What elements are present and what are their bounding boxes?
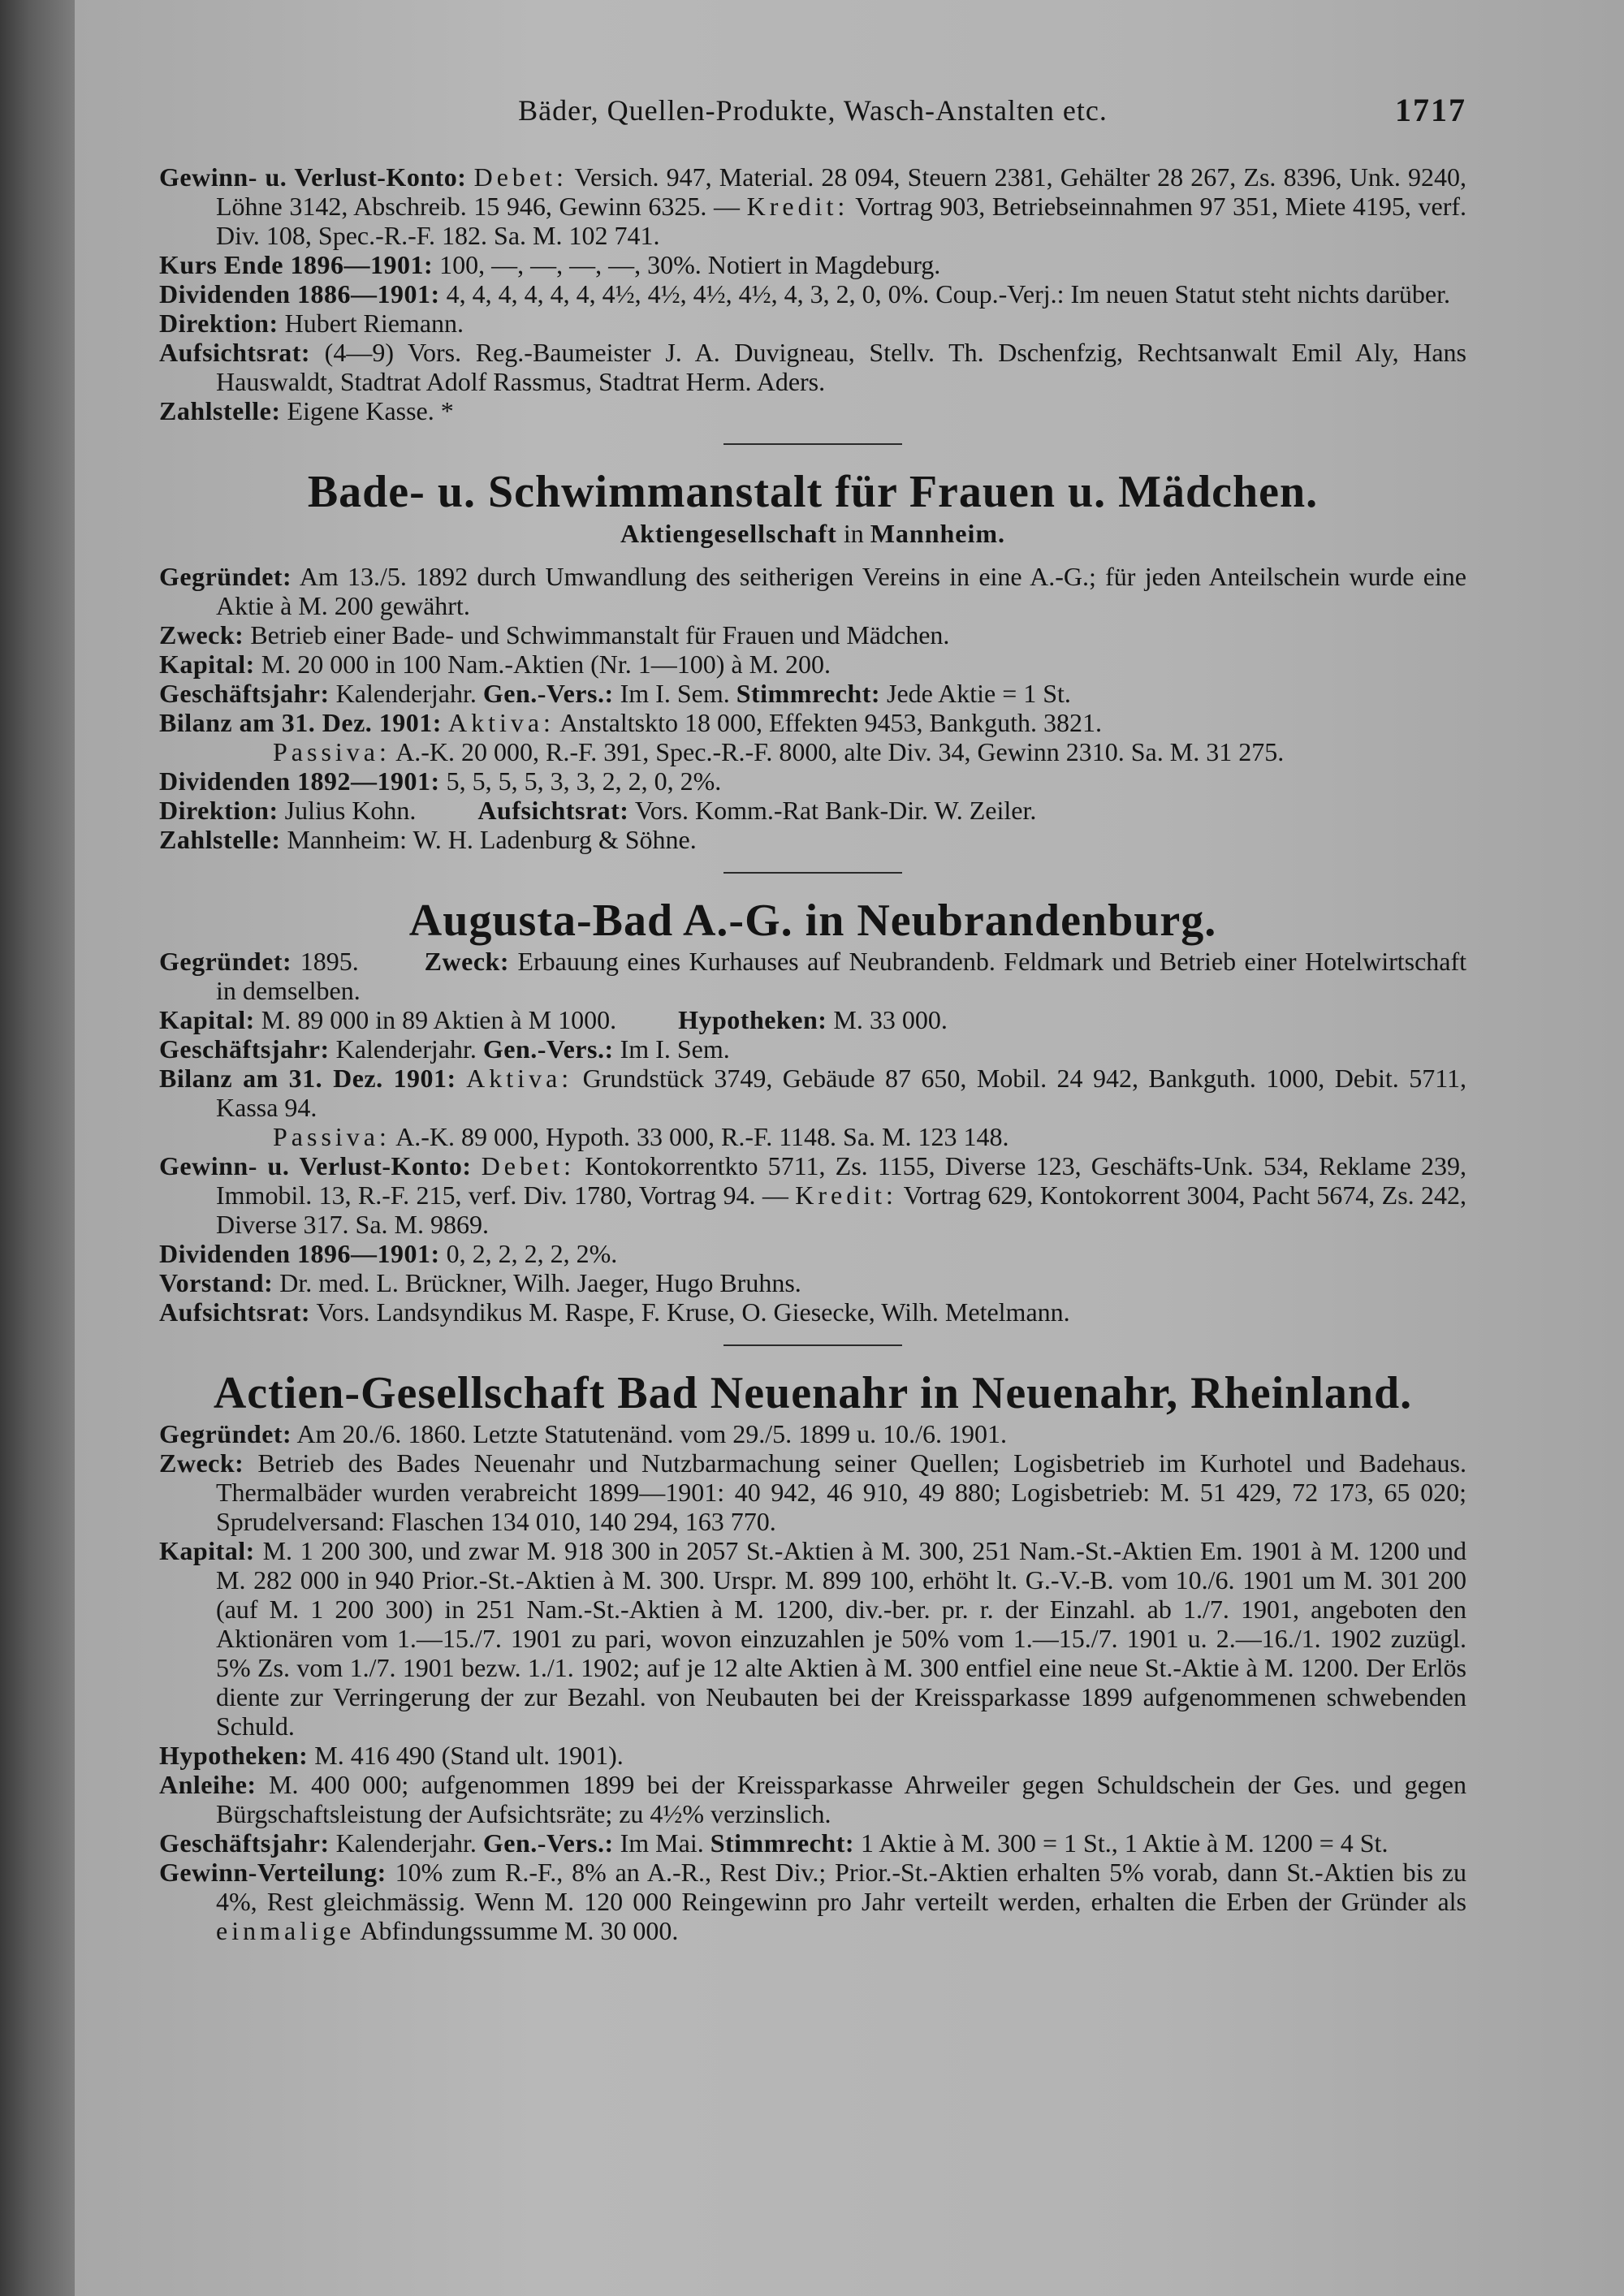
section-divider (723, 443, 902, 445)
entry-previous-continuation (159, 162, 1466, 425)
passiva: Passiva: A.-K. 20 000, R.-F. 391, Spec.-R.-F. 8000, alte Div. 34, Gewinn 2310. Sa. M. 31 275. (273, 737, 1285, 766)
anleihe: Anleihe: M. 400 000; aufgenommen 1899 bei der Kreissparkasse Ahrweiler gegen Schuldschein der Ges. und gegen Bürgschaftsleistung der Aufsichtsräte; zu 4½% verzinslich. (159, 1770, 1467, 1828)
page-number: 1717 (1395, 92, 1466, 128)
geschaeftsjahr: Geschäftsjahr: Kalenderjahr. Gen.-Vers.: Im I. Sem. (159, 1034, 730, 1064)
page-content (159, 92, 1467, 1945)
entry-bad-neuenahr (159, 1367, 1466, 1945)
direktion: Direktion: Julius Kohn. Aufsichtsrat: Vors. Komm.-Rat Bank-Dir. W. Zeiler. (159, 796, 1037, 825)
bilanz: Bilanz am 31. Dez. 1901: Aktiva: Anstaltskto 18 000, Effekten 9453, Bankguth. 3821. (159, 708, 1102, 737)
dividenden: Dividenden 1886—1901: 4, 4, 4, 4, 4, 4, 4½, 4½, 4½, 4½, 4, 3, 2, 0, 0%. Coup.-Verj.: Im neuen Statut steht nichts darüber. (159, 279, 1450, 309)
kurs: Kurs Ende 1896—1901: 100, —, —, —, —, 30%. Notiert in Magdeburg. (159, 250, 941, 279)
entry-mannheim (159, 466, 1466, 854)
dividenden: Dividenden 1896—1901: 0, 2, 2, 2, 2, 2%. (159, 1239, 618, 1268)
zahlstelle: Zahlstelle: Mannheim: W. H. Ladenburg & Söhne. (159, 825, 697, 854)
aufsichtsrat: Aufsichtsrat: (4—9) Vors. Reg.-Baumeister J. A. Duvigneau, Stellv. Th. Dschenfzig, Rechtsanwalt Emil Aly, Hans Hauswaldt, Stadtrat Adolf Rassmus, Stadtrat Herm. Aders. (159, 338, 1467, 396)
zweck: Zweck: Betrieb des Bades Neuenahr und Nutzbarmachung seiner Quellen; Logisbetrieb im Kurhotel und Badehaus. Thermalbäder wurden verabreicht 1899—1901: 40 942, 46 910, 49 880; Logisbetrieb: M. 51 429, 72 173, 65 020; Sprudelversand: Flaschen 134 010, 140 294, 163 770. (159, 1448, 1467, 1536)
running-title: Bäder, Quellen-Produkte, Wasch-Anstalten etc. (518, 94, 1108, 127)
passiva: Passiva: A.-K. 89 000, Hypoth. 33 000, R.-F. 1148. Sa. M. 123 148. (273, 1122, 1009, 1151)
hypotheken: Hypotheken: M. 416 490 (Stand ult. 1901). (159, 1741, 624, 1770)
gegruendet: Gegründet: 1895. Zweck: Erbauung eines Kurhauses auf Neubrandenb. Feldmark und Betrieb einer Hotelwirtschaft in demselben. (159, 947, 1467, 1005)
company-title: Bade- u. Schwimmanstalt für Frauen u. Mädchen. (307, 467, 1319, 517)
zweck: Zweck: Betrieb einer Bade- und Schwimmanstalt für Frauen und Mädchen. (159, 620, 950, 650)
geschaeftsjahr: Geschäftsjahr: Kalenderjahr. Gen.-Vers.: Im I. Sem. Stimmrecht: Jede Aktie = 1 St. (159, 679, 1071, 708)
gegruendet: Gegründet: Am 13./5. 1892 durch Umwandlung des seitherigen Vereins in eine A.-G.; für jeden Anteilschein wurde eine Aktie à M. 200 gewährt. (159, 562, 1467, 620)
vorstand: Vorstand: Dr. med. L. Brückner, Wilh. Jaeger, Hugo Bruhns. (159, 1268, 801, 1297)
company-title: Actien-Gesellschaft Bad Neuenahr in Neuenahr, Rheinland. (213, 1368, 1413, 1418)
company-title: Augusta-Bad A.-G. in Neubrandenburg. (408, 896, 1217, 946)
book-spine-shadow (0, 0, 75, 2296)
kapital: Kapital: M. 1 200 300, und zwar M. 918 300 in 2057 St.-Aktien à M. 300, 251 Nam.-St.-Aktien Em. 1901 à M. 1200 und M. 282 000 in 940 Prior.-St.-Aktien à M. 300. Urspr. M. 899 100, erhöht lt. G.-V.-B. vom 10./6. 1901 um M. 301 200 (auf M. 1 200 300) in 251 Nam.-St.-Aktien à M. 1200, div.-ber. pr. r. der Einzahl. ab 1./7. 1901, angeboten den Aktionären vom 1.—15./7. 1901 zu pari, wovon einzuzahlen je 50% vom 1.—15./7. 1901 u. 2.—16./1. 1902 zuzügl. 5% Zs. vom 1./7. 1901 bezw. 1./1. 1902; auf je 12 alte Aktien à M. 300 entfiel eine neue St.-Aktie à M. 1200. Der Erlös diente zur Verringerung der zur Bezahl. von Neubauten bei der Kreissparkasse 1899 aufgenommenen schwebenden Schuld. (159, 1536, 1467, 1741)
kapital: Kapital: M. 20 000 in 100 Nam.-Aktien (Nr. 1—100) à M. 200. (159, 650, 831, 679)
section-divider (723, 872, 902, 874)
aufsichtsrat: Aufsichtsrat: Vors. Landsyndikus M. Raspe, F. Kruse, O. Giesecke, Wilh. Metelmann. (159, 1297, 1070, 1327)
zahlstelle: Zahlstelle: Eigene Kasse. * (159, 396, 454, 425)
gewinn-verteilung: Gewinn-Verteilung: 10% zum R.-F., 8% an A.-R., Rest Div.; Prior.-St.-Aktien erhalten 5% vorab, dann St.-Aktien bis zu 4%, Rest gleichmässig. Wenn M. 120 000 Reingewinn pro Jahr verteilt werden, erhalten die Erben der Gründer als einmalige Abfindungssumme M. 30 000. (159, 1858, 1467, 1945)
kapital: Kapital: M. 89 000 in 89 Aktien à M 1000. Hypotheken: M. 33 000. (159, 1005, 948, 1034)
running-head (159, 92, 1466, 145)
geschaeftsjahr: Geschäftsjahr: Kalenderjahr. Gen.-Vers.: Im Mai. Stimmrecht: 1 Aktie à M. 300 = 1 St., 1 Aktie à M. 1200 = 4 St. (159, 1828, 1389, 1858)
entry-augusta-bad (159, 895, 1466, 1327)
company-subtitle: Aktiengesellschaft in Mannheim. (620, 519, 1006, 548)
gewinn-verlust-konto: Gewinn- u. Verlust-Konto: Debet: Versich. 947, Material. 28 094, Steuern 2381, Gehälter 28 267, Zs. 8396, Unk. 9240, Löhne 3142, Abschreib. 15 946, Gewinn 6325. — Kredit: Vortrag 903, Betriebseinnahmen 97 351, Miete 4195, verf. Div. 108, Spec.-R.-F. 182. Sa. M. 102 741. (159, 162, 1467, 250)
bilanz: Bilanz am 31. Dez. 1901: Aktiva: Grundstück 3749, Gebäude 87 650, Mobil. 24 942, Bankguth. 1000, Debit. 5711, Kassa 94. (159, 1064, 1467, 1122)
gewinn-verlust-konto: Gewinn- u. Verlust-Konto: Debet: Kontokorrentkto 5711, Zs. 1155, Diverse 123, Geschäfts-Unk. 534, Reklame 239, Immobil. 13, R.-F. 215, verf. Div. 1780, Vortrag 94. — Kredit: Vortrag 629, Kontokorrent 3004, Pacht 5674, Zs. 242, Diverse 317. Sa. M. 9869. (159, 1151, 1467, 1239)
dividenden: Dividenden 1892—1901: 5, 5, 5, 5, 3, 3, 2, 2, 0, 2%. (159, 766, 722, 796)
direktion: Direktion: Hubert Riemann. (159, 309, 464, 338)
gegruendet: Gegründet: Am 20./6. 1860. Letzte Statutenänd. vom 29./5. 1899 u. 10./6. 1901. (159, 1419, 1008, 1448)
section-divider (723, 1344, 902, 1346)
